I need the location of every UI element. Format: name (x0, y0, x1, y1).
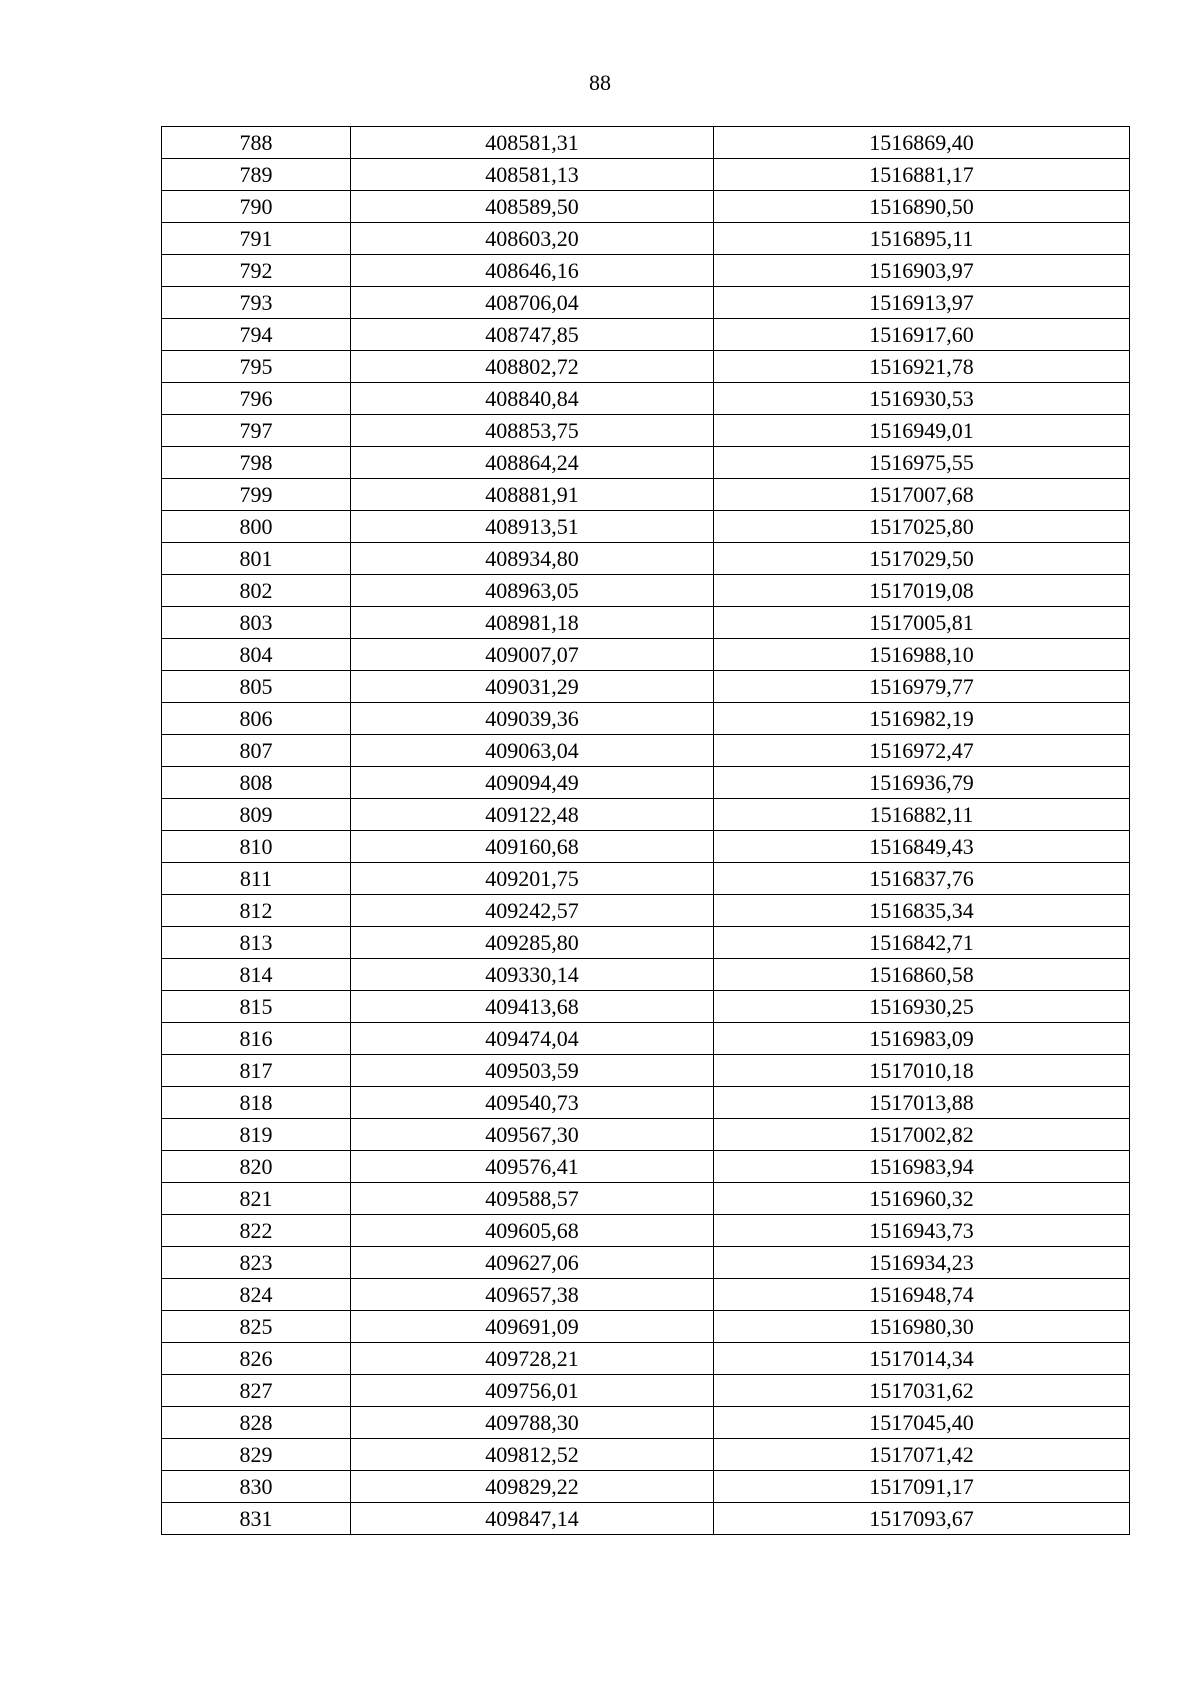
table-row (162, 703, 1130, 735)
x-coordinate-cell: 409285,80 (351, 927, 714, 959)
table-row (162, 671, 1130, 703)
y-coordinate-cell: 1516960,32 (714, 1183, 1130, 1215)
table-row (162, 575, 1130, 607)
point-number-cell: 803 (162, 607, 351, 639)
point-number-cell: 817 (162, 1055, 351, 1087)
point-number-cell: 788 (162, 127, 351, 159)
point-number-cell: 813 (162, 927, 351, 959)
x-coordinate-cell: 408581,31 (351, 127, 714, 159)
y-coordinate-cell: 1516849,43 (714, 831, 1130, 863)
point-number-cell: 825 (162, 1311, 351, 1343)
y-coordinate-cell: 1516949,01 (714, 415, 1130, 447)
y-coordinate-cell: 1516890,50 (714, 191, 1130, 223)
point-number-cell: 811 (162, 863, 351, 895)
point-number-cell: 831 (162, 1503, 351, 1535)
point-number-cell: 804 (162, 639, 351, 671)
point-number-cell: 792 (162, 255, 351, 287)
page-number: 88 (589, 70, 611, 95)
table-row (162, 831, 1130, 863)
point-number-cell: 829 (162, 1439, 351, 1471)
table-row (162, 159, 1130, 191)
point-number-cell: 807 (162, 735, 351, 767)
y-coordinate-cell: 1517019,08 (714, 575, 1130, 607)
y-coordinate-cell: 1516917,60 (714, 319, 1130, 351)
point-number-cell: 821 (162, 1183, 351, 1215)
table-row (162, 511, 1130, 543)
table-row (162, 1119, 1130, 1151)
point-number-cell: 798 (162, 447, 351, 479)
x-coordinate-cell: 408581,13 (351, 159, 714, 191)
point-number-cell: 806 (162, 703, 351, 735)
table-row (162, 479, 1130, 511)
x-coordinate-cell: 409627,06 (351, 1247, 714, 1279)
point-number-cell: 828 (162, 1407, 351, 1439)
point-number-cell: 795 (162, 351, 351, 383)
table-row (162, 1023, 1130, 1055)
table-row (162, 1055, 1130, 1087)
point-number-cell: 805 (162, 671, 351, 703)
table-row (162, 1183, 1130, 1215)
y-coordinate-cell: 1516930,25 (714, 991, 1130, 1023)
table-row (162, 223, 1130, 255)
table-row (162, 959, 1130, 991)
x-coordinate-cell: 409567,30 (351, 1119, 714, 1151)
x-coordinate-cell: 408913,51 (351, 511, 714, 543)
y-coordinate-cell: 1516842,71 (714, 927, 1130, 959)
y-coordinate-cell: 1516882,11 (714, 799, 1130, 831)
point-number-cell: 791 (162, 223, 351, 255)
table-row (162, 127, 1130, 159)
x-coordinate-cell: 409413,68 (351, 991, 714, 1023)
table-row (162, 415, 1130, 447)
table-row (162, 1279, 1130, 1311)
point-number-cell: 822 (162, 1215, 351, 1247)
table-row (162, 287, 1130, 319)
table-row (162, 863, 1130, 895)
x-coordinate-cell: 409039,36 (351, 703, 714, 735)
x-coordinate-cell: 408603,20 (351, 223, 714, 255)
coordinates-table-body (162, 127, 1130, 1535)
y-coordinate-cell: 1516975,55 (714, 447, 1130, 479)
x-coordinate-cell: 408981,18 (351, 607, 714, 639)
point-number-cell: 796 (162, 383, 351, 415)
y-coordinate-cell: 1517045,40 (714, 1407, 1130, 1439)
point-number-cell: 794 (162, 319, 351, 351)
y-coordinate-cell: 1516936,79 (714, 767, 1130, 799)
x-coordinate-cell: 408853,75 (351, 415, 714, 447)
y-coordinate-cell: 1516943,73 (714, 1215, 1130, 1247)
y-coordinate-cell: 1517014,34 (714, 1343, 1130, 1375)
x-coordinate-cell: 409756,01 (351, 1375, 714, 1407)
table-row (162, 1503, 1130, 1535)
table-row (162, 255, 1130, 287)
x-coordinate-cell: 409728,21 (351, 1343, 714, 1375)
x-coordinate-cell: 409605,68 (351, 1215, 714, 1247)
x-coordinate-cell: 409160,68 (351, 831, 714, 863)
point-number-cell: 793 (162, 287, 351, 319)
table-row (162, 639, 1130, 671)
x-coordinate-cell: 409330,14 (351, 959, 714, 991)
x-coordinate-cell: 409829,22 (351, 1471, 714, 1503)
table-row (162, 1407, 1130, 1439)
table-row (162, 1247, 1130, 1279)
x-coordinate-cell: 409540,73 (351, 1087, 714, 1119)
table-row (162, 543, 1130, 575)
point-number-cell: 823 (162, 1247, 351, 1279)
table-row (162, 1471, 1130, 1503)
x-coordinate-cell: 408934,80 (351, 543, 714, 575)
point-number-cell: 816 (162, 1023, 351, 1055)
point-number-cell: 815 (162, 991, 351, 1023)
y-coordinate-cell: 1516921,78 (714, 351, 1130, 383)
table-row (162, 383, 1130, 415)
point-number-cell: 827 (162, 1375, 351, 1407)
point-number-cell: 830 (162, 1471, 351, 1503)
point-number-cell: 790 (162, 191, 351, 223)
table-row (162, 1087, 1130, 1119)
y-coordinate-cell: 1516983,94 (714, 1151, 1130, 1183)
table-row (162, 1215, 1130, 1247)
point-number-cell: 810 (162, 831, 351, 863)
point-number-cell: 826 (162, 1343, 351, 1375)
x-coordinate-cell: 409122,48 (351, 799, 714, 831)
x-coordinate-cell: 408881,91 (351, 479, 714, 511)
point-number-cell: 819 (162, 1119, 351, 1151)
point-number-cell: 801 (162, 543, 351, 575)
y-coordinate-cell: 1517029,50 (714, 543, 1130, 575)
table-row (162, 447, 1130, 479)
y-coordinate-cell: 1516934,23 (714, 1247, 1130, 1279)
point-number-cell: 824 (162, 1279, 351, 1311)
y-coordinate-cell: 1516860,58 (714, 959, 1130, 991)
y-coordinate-cell: 1516903,97 (714, 255, 1130, 287)
point-number-cell: 814 (162, 959, 351, 991)
x-coordinate-cell: 408646,16 (351, 255, 714, 287)
y-coordinate-cell: 1516980,30 (714, 1311, 1130, 1343)
y-coordinate-cell: 1517025,80 (714, 511, 1130, 543)
x-coordinate-cell: 409576,41 (351, 1151, 714, 1183)
y-coordinate-cell: 1517005,81 (714, 607, 1130, 639)
y-coordinate-cell: 1516983,09 (714, 1023, 1130, 1055)
y-coordinate-cell: 1517071,42 (714, 1439, 1130, 1471)
x-coordinate-cell: 409201,75 (351, 863, 714, 895)
point-number-cell: 789 (162, 159, 351, 191)
x-coordinate-cell: 408840,84 (351, 383, 714, 415)
table-row (162, 1151, 1130, 1183)
y-coordinate-cell: 1517013,88 (714, 1087, 1130, 1119)
x-coordinate-cell: 408747,85 (351, 319, 714, 351)
y-coordinate-cell: 1517093,67 (714, 1503, 1130, 1535)
y-coordinate-cell: 1517010,18 (714, 1055, 1130, 1087)
y-coordinate-cell: 1516988,10 (714, 639, 1130, 671)
point-number-cell: 820 (162, 1151, 351, 1183)
table-row (162, 767, 1130, 799)
table-row (162, 1439, 1130, 1471)
x-coordinate-cell: 409031,29 (351, 671, 714, 703)
x-coordinate-cell: 409847,14 (351, 1503, 714, 1535)
y-coordinate-cell: 1517091,17 (714, 1471, 1130, 1503)
table-row (162, 799, 1130, 831)
y-coordinate-cell: 1517002,82 (714, 1119, 1130, 1151)
table-row (162, 927, 1130, 959)
x-coordinate-cell: 409812,52 (351, 1439, 714, 1471)
y-coordinate-cell: 1516972,47 (714, 735, 1130, 767)
x-coordinate-cell: 409242,57 (351, 895, 714, 927)
point-number-cell: 797 (162, 415, 351, 447)
y-coordinate-cell: 1516869,40 (714, 127, 1130, 159)
y-coordinate-cell: 1516930,53 (714, 383, 1130, 415)
point-number-cell: 808 (162, 767, 351, 799)
y-coordinate-cell: 1516913,97 (714, 287, 1130, 319)
table-row (162, 191, 1130, 223)
y-coordinate-cell: 1516979,77 (714, 671, 1130, 703)
x-coordinate-cell: 408589,50 (351, 191, 714, 223)
table-row (162, 351, 1130, 383)
y-coordinate-cell: 1517031,62 (714, 1375, 1130, 1407)
x-coordinate-cell: 409657,38 (351, 1279, 714, 1311)
table-row (162, 895, 1130, 927)
point-number-cell: 800 (162, 511, 351, 543)
x-coordinate-cell: 408963,05 (351, 575, 714, 607)
x-coordinate-cell: 409503,59 (351, 1055, 714, 1087)
table-row (162, 1343, 1130, 1375)
point-number-cell: 799 (162, 479, 351, 511)
y-coordinate-cell: 1516837,76 (714, 863, 1130, 895)
x-coordinate-cell: 409094,49 (351, 767, 714, 799)
x-coordinate-cell: 409063,04 (351, 735, 714, 767)
x-coordinate-cell: 408802,72 (351, 351, 714, 383)
table-row (162, 1311, 1130, 1343)
x-coordinate-cell: 409691,09 (351, 1311, 714, 1343)
table-row (162, 1375, 1130, 1407)
y-coordinate-cell: 1517007,68 (714, 479, 1130, 511)
coordinates-table (161, 126, 1130, 1535)
y-coordinate-cell: 1516895,11 (714, 223, 1130, 255)
point-number-cell: 802 (162, 575, 351, 607)
y-coordinate-cell: 1516835,34 (714, 895, 1130, 927)
y-coordinate-cell: 1516881,17 (714, 159, 1130, 191)
x-coordinate-cell: 409474,04 (351, 1023, 714, 1055)
x-coordinate-cell: 408706,04 (351, 287, 714, 319)
y-coordinate-cell: 1516948,74 (714, 1279, 1130, 1311)
table-row (162, 607, 1130, 639)
x-coordinate-cell: 409788,30 (351, 1407, 714, 1439)
table-row (162, 991, 1130, 1023)
y-coordinate-cell: 1516982,19 (714, 703, 1130, 735)
table-row (162, 735, 1130, 767)
table-row (162, 319, 1130, 351)
point-number-cell: 809 (162, 799, 351, 831)
x-coordinate-cell: 409588,57 (351, 1183, 714, 1215)
x-coordinate-cell: 409007,07 (351, 639, 714, 671)
x-coordinate-cell: 408864,24 (351, 447, 714, 479)
point-number-cell: 812 (162, 895, 351, 927)
point-number-cell: 818 (162, 1087, 351, 1119)
